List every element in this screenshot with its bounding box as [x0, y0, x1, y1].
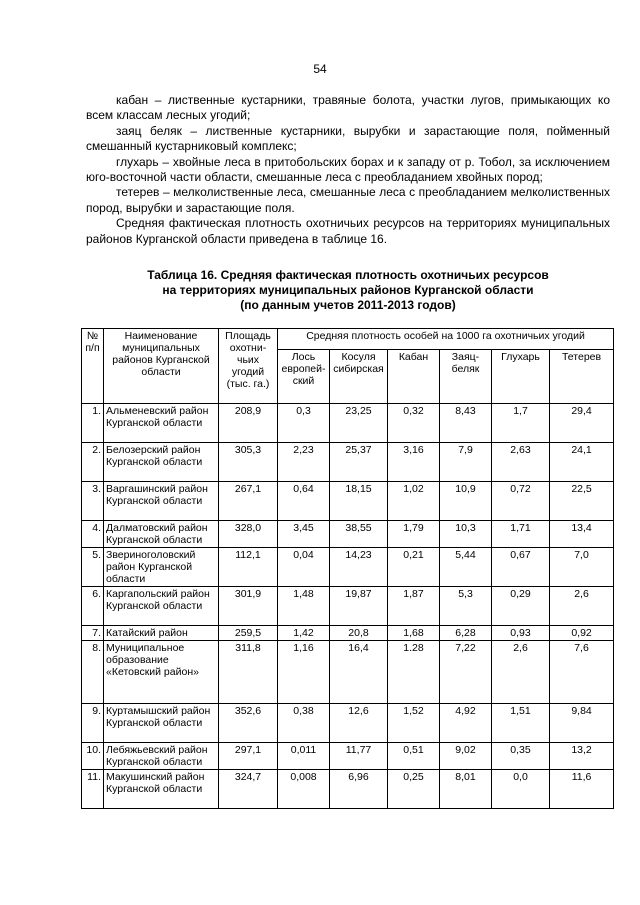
density-boar: 1,02 [388, 482, 440, 521]
header-species-roe-deer: Косуля сибирская [330, 349, 388, 403]
density-black-grouse: 9,84 [550, 704, 614, 743]
density-boar: 0,32 [388, 404, 440, 443]
density-black-grouse: 13,4 [550, 521, 614, 548]
table-caption-line-3: (по данным учетов 2011-2013 годов) [240, 298, 456, 312]
row-number: 1. [82, 404, 104, 443]
density-roe-deer: 23,25 [330, 404, 388, 443]
density-capercaillie: 0,67 [492, 548, 550, 587]
row-number: 7. [82, 626, 104, 641]
density-roe-deer: 19,87 [330, 587, 388, 626]
density-capercaillie: 2,63 [492, 443, 550, 482]
density-roe-deer: 11,77 [330, 743, 388, 770]
density-capercaillie: 0,72 [492, 482, 550, 521]
density-capercaillie: 0,29 [492, 587, 550, 626]
density-roe-deer: 18,15 [330, 482, 388, 521]
density-capercaillie: 2,6 [492, 641, 550, 704]
page-number: 54 [313, 62, 327, 76]
row-number: 11. [82, 770, 104, 809]
area-value: 208,9 [219, 404, 278, 443]
table-row [82, 443, 614, 482]
area-value: 328,0 [219, 521, 278, 548]
density-capercaillie: 0,0 [492, 770, 550, 809]
row-number: 9. [82, 704, 104, 743]
density-table [81, 328, 614, 809]
district-name: Макушинский район Курганской области [104, 770, 219, 809]
density-boar: 1,68 [388, 626, 440, 641]
table-caption-line-1: Таблица 16. Средняя фактическая плотность охотничьих ресурсов [147, 268, 549, 282]
density-boar: 1,87 [388, 587, 440, 626]
density-roe-deer: 6,96 [330, 770, 388, 809]
header-number: № п/п [82, 329, 104, 404]
density-hare: 10,3 [440, 521, 492, 548]
table-body [82, 404, 614, 809]
row-number: 6. [82, 587, 104, 626]
density-capercaillie: 1,71 [492, 521, 550, 548]
density-black-grouse: 13,2 [550, 743, 614, 770]
density-hare: 7,22 [440, 641, 492, 704]
density-boar: 0,51 [388, 743, 440, 770]
density-boar: 1,52 [388, 704, 440, 743]
table-row [82, 548, 614, 587]
density-black-grouse: 24,1 [550, 443, 614, 482]
table-row [82, 404, 614, 443]
density-hare: 6,28 [440, 626, 492, 641]
row-number: 5. [82, 548, 104, 587]
paragraph-capercaillie: глухарь – хвойные леса в притобольских борах и к западу от р. Тобол, за исключением юго-восточной части области, смешанные леса с преобладанием хвойных пород; [86, 154, 610, 185]
district-name: Куртамышский район Курганской области [104, 704, 219, 743]
density-boar: 0,25 [388, 770, 440, 809]
density-moose: 0,011 [278, 743, 330, 770]
table-row [82, 770, 614, 809]
paragraph-table-reference: Средняя фактическая плотность охотничьих ресурсов на территориях муниципальных районов Курганской области приведена в таблице 16. [86, 216, 610, 246]
density-hare: 10,9 [440, 482, 492, 521]
density-black-grouse: 22,5 [550, 482, 614, 521]
density-capercaillie: 0,35 [492, 743, 550, 770]
body-text [86, 93, 610, 247]
district-name: Катайский район [104, 626, 219, 641]
header-area: Площадь охотни-чьих угодий (тыс. га.) [219, 329, 278, 404]
row-number: 8. [82, 641, 104, 704]
table-row [82, 641, 614, 704]
district-name: Лебяжьевский район Курганской области [104, 743, 219, 770]
paragraph-boar: кабан – лиственные кустарники, травяные болота, участки лугов, примыкающих ко всем классам лесных угодий; [86, 93, 610, 123]
density-hare: 5,44 [440, 548, 492, 587]
density-roe-deer: 20,8 [330, 626, 388, 641]
density-moose: 0,38 [278, 704, 330, 743]
density-boar: 1.28 [388, 641, 440, 704]
density-black-grouse: 2,6 [550, 587, 614, 626]
density-roe-deer: 12,6 [330, 704, 388, 743]
header-species-boar: Кабан [388, 349, 440, 403]
density-moose: 0,3 [278, 404, 330, 443]
header-district-name: Наименование муниципальных районов Курганской области [104, 329, 219, 404]
district-name: Варгашинский район Курганской области [104, 482, 219, 521]
district-name: Альменевский район Курганской области [104, 404, 219, 443]
row-number: 3. [82, 482, 104, 521]
density-boar: 1,79 [388, 521, 440, 548]
header-species-hare: Заяц-беляк [440, 349, 492, 403]
density-capercaillie: 1,7 [492, 404, 550, 443]
table-row [82, 521, 614, 548]
density-moose: 0,04 [278, 548, 330, 587]
density-black-grouse: 0,92 [550, 626, 614, 641]
density-hare: 5,3 [440, 587, 492, 626]
density-capercaillie: 1,51 [492, 704, 550, 743]
density-black-grouse: 11,6 [550, 770, 614, 809]
density-moose: 0,008 [278, 770, 330, 809]
row-number: 2. [82, 443, 104, 482]
density-roe-deer: 25,37 [330, 443, 388, 482]
density-moose: 1,48 [278, 587, 330, 626]
header-species-moose: Лось европей-ский [278, 349, 330, 403]
density-hare: 7,9 [440, 443, 492, 482]
area-value: 301,9 [219, 587, 278, 626]
paragraph-hare: заяц беляк – лиственные кустарники, вырубки и зарастающие поля, пойменный смешанный кустарниковый комплекс; [86, 123, 610, 154]
area-value: 305,3 [219, 443, 278, 482]
paragraph-black-grouse: тетерев – мелколиственные леса, смешанные леса с преобладанием мелколиственных пород, вырубки и зарастающие поля. [86, 185, 610, 215]
table-row [82, 587, 614, 626]
density-boar: 0,21 [388, 548, 440, 587]
row-number: 4. [82, 521, 104, 548]
district-name: Далматовский район Курганской области [104, 521, 219, 548]
density-moose: 1,42 [278, 626, 330, 641]
density-roe-deer: 14,23 [330, 548, 388, 587]
area-value: 267,1 [219, 482, 278, 521]
district-name: Каргапольский район Курганской области [104, 587, 219, 626]
area-value: 324,7 [219, 770, 278, 809]
density-roe-deer: 16,4 [330, 641, 388, 704]
table-row [82, 482, 614, 521]
density-capercaillie: 0,93 [492, 626, 550, 641]
area-value: 297,1 [219, 743, 278, 770]
density-moose: 3,45 [278, 521, 330, 548]
header-species-capercaillie: Глухарь [492, 349, 550, 403]
area-value: 311,8 [219, 641, 278, 704]
density-black-grouse: 29,4 [550, 404, 614, 443]
table-row [82, 704, 614, 743]
header-density-group: Средняя плотность особей на 1000 га охотничьих угодий [278, 329, 614, 350]
density-hare: 8,43 [440, 404, 492, 443]
table-row [82, 626, 614, 641]
density-hare: 8,01 [440, 770, 492, 809]
density-boar: 3,16 [388, 443, 440, 482]
density-black-grouse: 7,0 [550, 548, 614, 587]
density-moose: 0,64 [278, 482, 330, 521]
district-name: Белозерский район Курганской области [104, 443, 219, 482]
table-row [82, 743, 614, 770]
density-black-grouse: 7,6 [550, 641, 614, 704]
district-name: Звериноголовский район Курганской области [104, 548, 219, 587]
density-moose: 1,16 [278, 641, 330, 704]
table-caption [86, 268, 610, 313]
table-caption-line-2: на территориях муниципальных районов Курганской области [162, 283, 534, 297]
density-moose: 2,23 [278, 443, 330, 482]
area-value: 112,1 [219, 548, 278, 587]
density-roe-deer: 38,55 [330, 521, 388, 548]
density-hare: 9,02 [440, 743, 492, 770]
district-name: Муниципальное образование «Кетовский район» [104, 641, 219, 704]
area-value: 352,6 [219, 704, 278, 743]
table-header-row [82, 329, 614, 350]
density-hare: 4,92 [440, 704, 492, 743]
row-number: 10. [82, 743, 104, 770]
area-value: 259,5 [219, 626, 278, 641]
header-species-black-grouse: Тетерев [550, 349, 614, 403]
